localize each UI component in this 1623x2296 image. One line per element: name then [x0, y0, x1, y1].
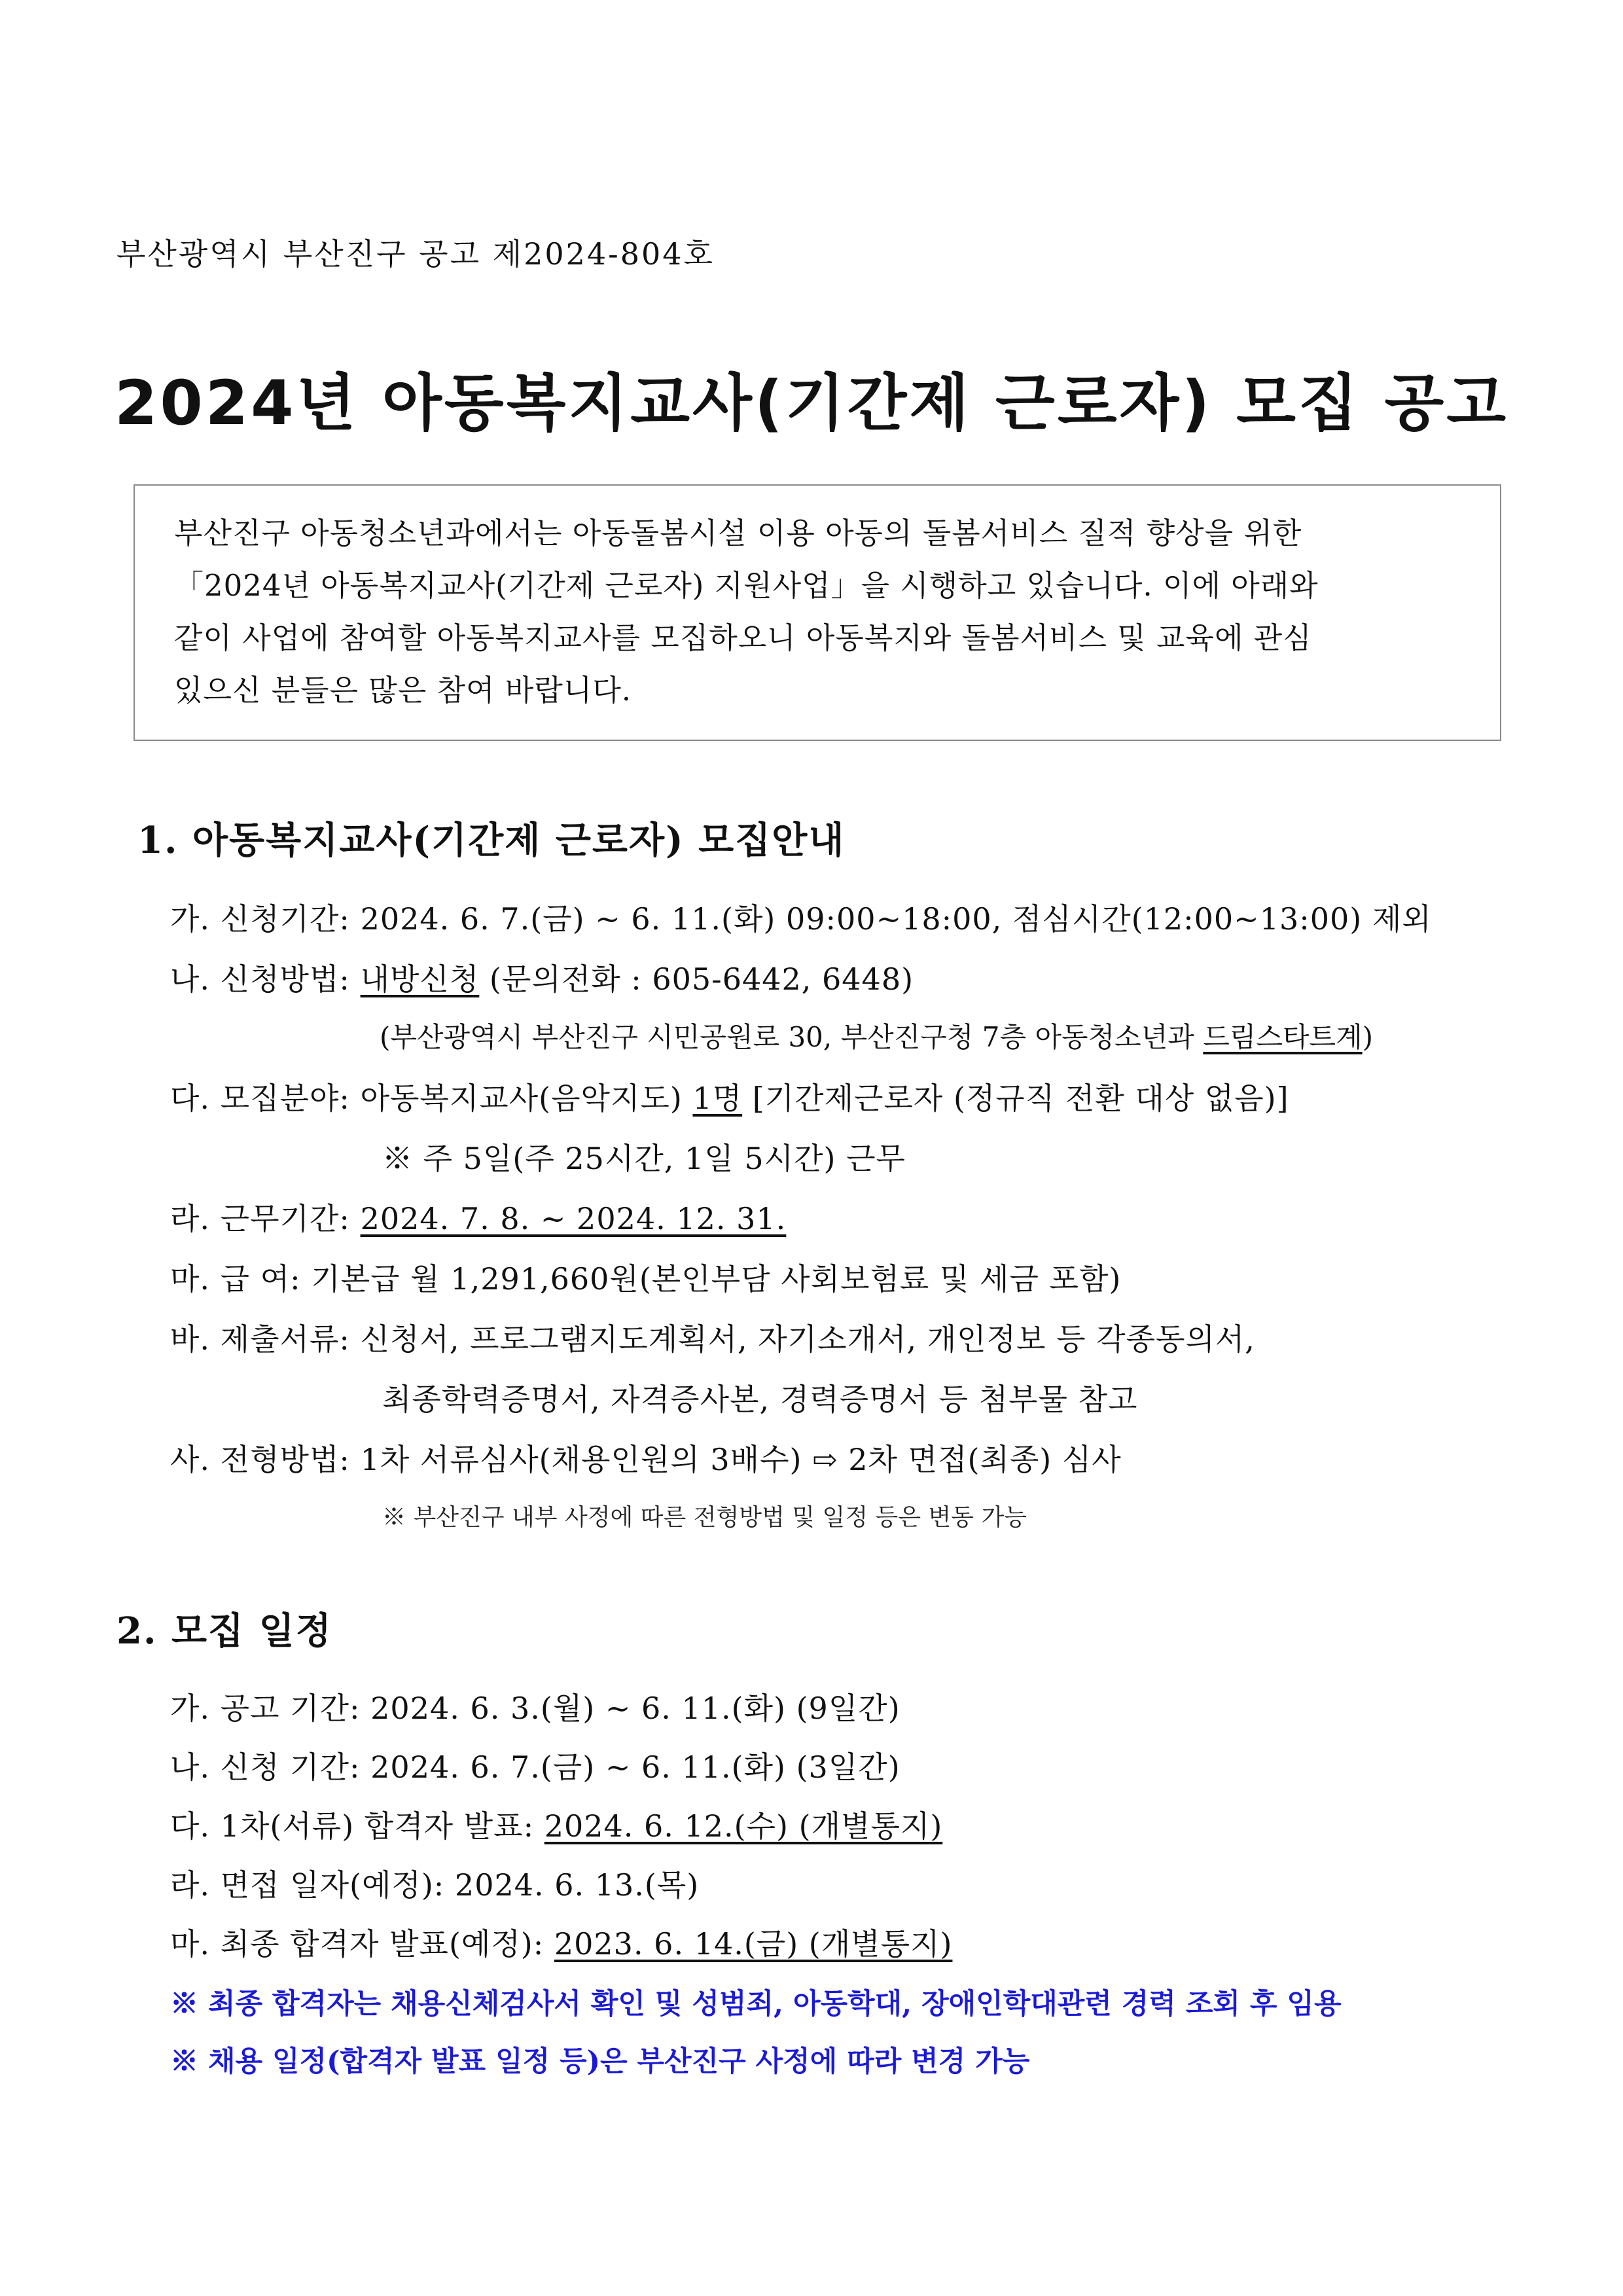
recruit-field-value: 아동복지교사(음악지도) — [360, 1081, 693, 1116]
apply-method-visit: 내방신청 — [360, 961, 480, 997]
selection-note: ※ 부산진구 내부 사정에 따른 전형방법 및 일정 등은 변동 가능 — [382, 1504, 1027, 1531]
page-title: 2024년 아동복지교사(기간제 근로자) 모집 공고 — [114, 368, 1509, 439]
work-period-label: 라. 근무기간: — [170, 1201, 350, 1236]
apply-address-close: ) — [1362, 1021, 1374, 1053]
documents-line1: 신청서, 프로그램지도계획서, 자기소개서, 개인정보 등 각종동의서, — [360, 1321, 1255, 1357]
schedule-first-result — [170, 1803, 942, 1846]
selection-row — [170, 1436, 1122, 1479]
intro-line: 부산진구 아동청소년과에서는 아동돌봄시설 이용 아동의 돌봄서비스 질적 향상을 위한 — [174, 516, 1302, 550]
documents-line2: 최종학력증명서, 자격증사본, 경력증명서 등 첨부물 참고 — [382, 1382, 1138, 1417]
schedule-final-result-label: 마. 최종 합격자 발표(예정): — [170, 1926, 554, 1962]
schedule-first-result-label: 다. 1차(서류) 합격자 발표: — [170, 1808, 544, 1844]
section1-title: 1. 아동복지교사(기간제 근로자) 모집안내 — [137, 819, 846, 862]
schedule-interview: 라. 면접 일자(예정): 2024. 6. 13.(목) — [170, 1867, 700, 1903]
work-period-row — [170, 1195, 786, 1238]
recruit-field-row — [170, 1075, 1289, 1118]
documents-row — [170, 1316, 1255, 1359]
documents-label: 바. 제출서류: — [170, 1321, 350, 1357]
apply-address: (부산광역시 부산진구 시민공원로 30, 부산진구청 7층 아동청소년과 — [380, 1021, 1204, 1053]
schedule-final-result-date: 2023. 6. 14.(금) (개별통지) — [554, 1926, 953, 1962]
intro-line: 같이 사업에 참여할 아동복지교사를 모집하오니 아동복지와 돌봄서비스 및 교육에 관심 — [174, 620, 1312, 655]
apply-period-label: 가. 신청기간: — [170, 901, 350, 937]
apply-address-row — [380, 1016, 1373, 1055]
schedule-change-note: ※ 채용 일정(합격자 발표 일정 등)은 부산진구 사정에 따라 변경 가능 — [170, 2045, 1030, 2078]
salary-value: 기본급 월 1,291,660원(본인부담 사회보험료 및 세금 포함) — [311, 1261, 1122, 1297]
intro-line: 있으신 분들은 많은 참여 바랍니다. — [174, 673, 632, 708]
schedule-final-result — [170, 1920, 952, 1964]
apply-period-row — [170, 895, 1432, 939]
section2-title: 2. 모집 일정 — [116, 1609, 332, 1653]
schedule-first-result-date: 2024. 6. 12.(수) (개별통지) — [544, 1808, 943, 1844]
intro-box — [134, 484, 1501, 741]
apply-period-value: 2024. 6. 7.(금) ~ 6. 11.(화) 09:00~18:00, 점심시간(12:00~13:00) 제외 — [360, 901, 1432, 937]
apply-method-row — [170, 956, 914, 999]
salary-row — [170, 1255, 1121, 1299]
intro-line: 「2024년 아동복지교사(기간제 근로자) 지원사업」을 시행하고 있습니다. 이에 아래와 — [174, 568, 1319, 603]
work-period-value: 2024. 7. 8. ~ 2024. 12. 31. — [360, 1201, 787, 1236]
recruit-headcount: 1명 — [692, 1081, 743, 1116]
apply-method-label: 나. 신청방법: — [170, 961, 350, 997]
selection-value: 1차 서류심사(채용인원의 3배수) ⇨ 2차 면접(최종) 심사 — [360, 1442, 1122, 1477]
recruit-field-type: [기간제근로자 (정규직 전환 대상 없음)] — [742, 1081, 1289, 1116]
work-hours-note: ※ 주 5일(주 25시간, 1일 5시간) 근무 — [382, 1141, 906, 1176]
final-hire-note: ※ 최종 합격자는 채용신체검사서 확인 및 성범죄, 아동학대, 장애인학대관련 경력 조회 후 임용 — [170, 1988, 1342, 2020]
apply-method-contact: (문의전화 : 605-6442, 6448) — [479, 961, 914, 997]
schedule-apply-period: 나. 신청 기간: 2024. 6. 7.(금) ~ 6. 11.(화) (3일간) — [170, 1749, 901, 1785]
notice-number: 부산광역시 부산진구 공고 제2024-804호 — [116, 236, 715, 272]
selection-label: 사. 전형방법: — [170, 1442, 350, 1477]
apply-address-team: 드림스타트계 — [1203, 1021, 1363, 1053]
salary-label: 마. 급 여: — [170, 1261, 301, 1297]
schedule-notice-period: 가. 공고 기간: 2024. 6. 3.(월) ~ 6. 11.(화) (9일간) — [170, 1691, 901, 1726]
recruit-field-label: 다. 모집분야: — [170, 1081, 350, 1116]
